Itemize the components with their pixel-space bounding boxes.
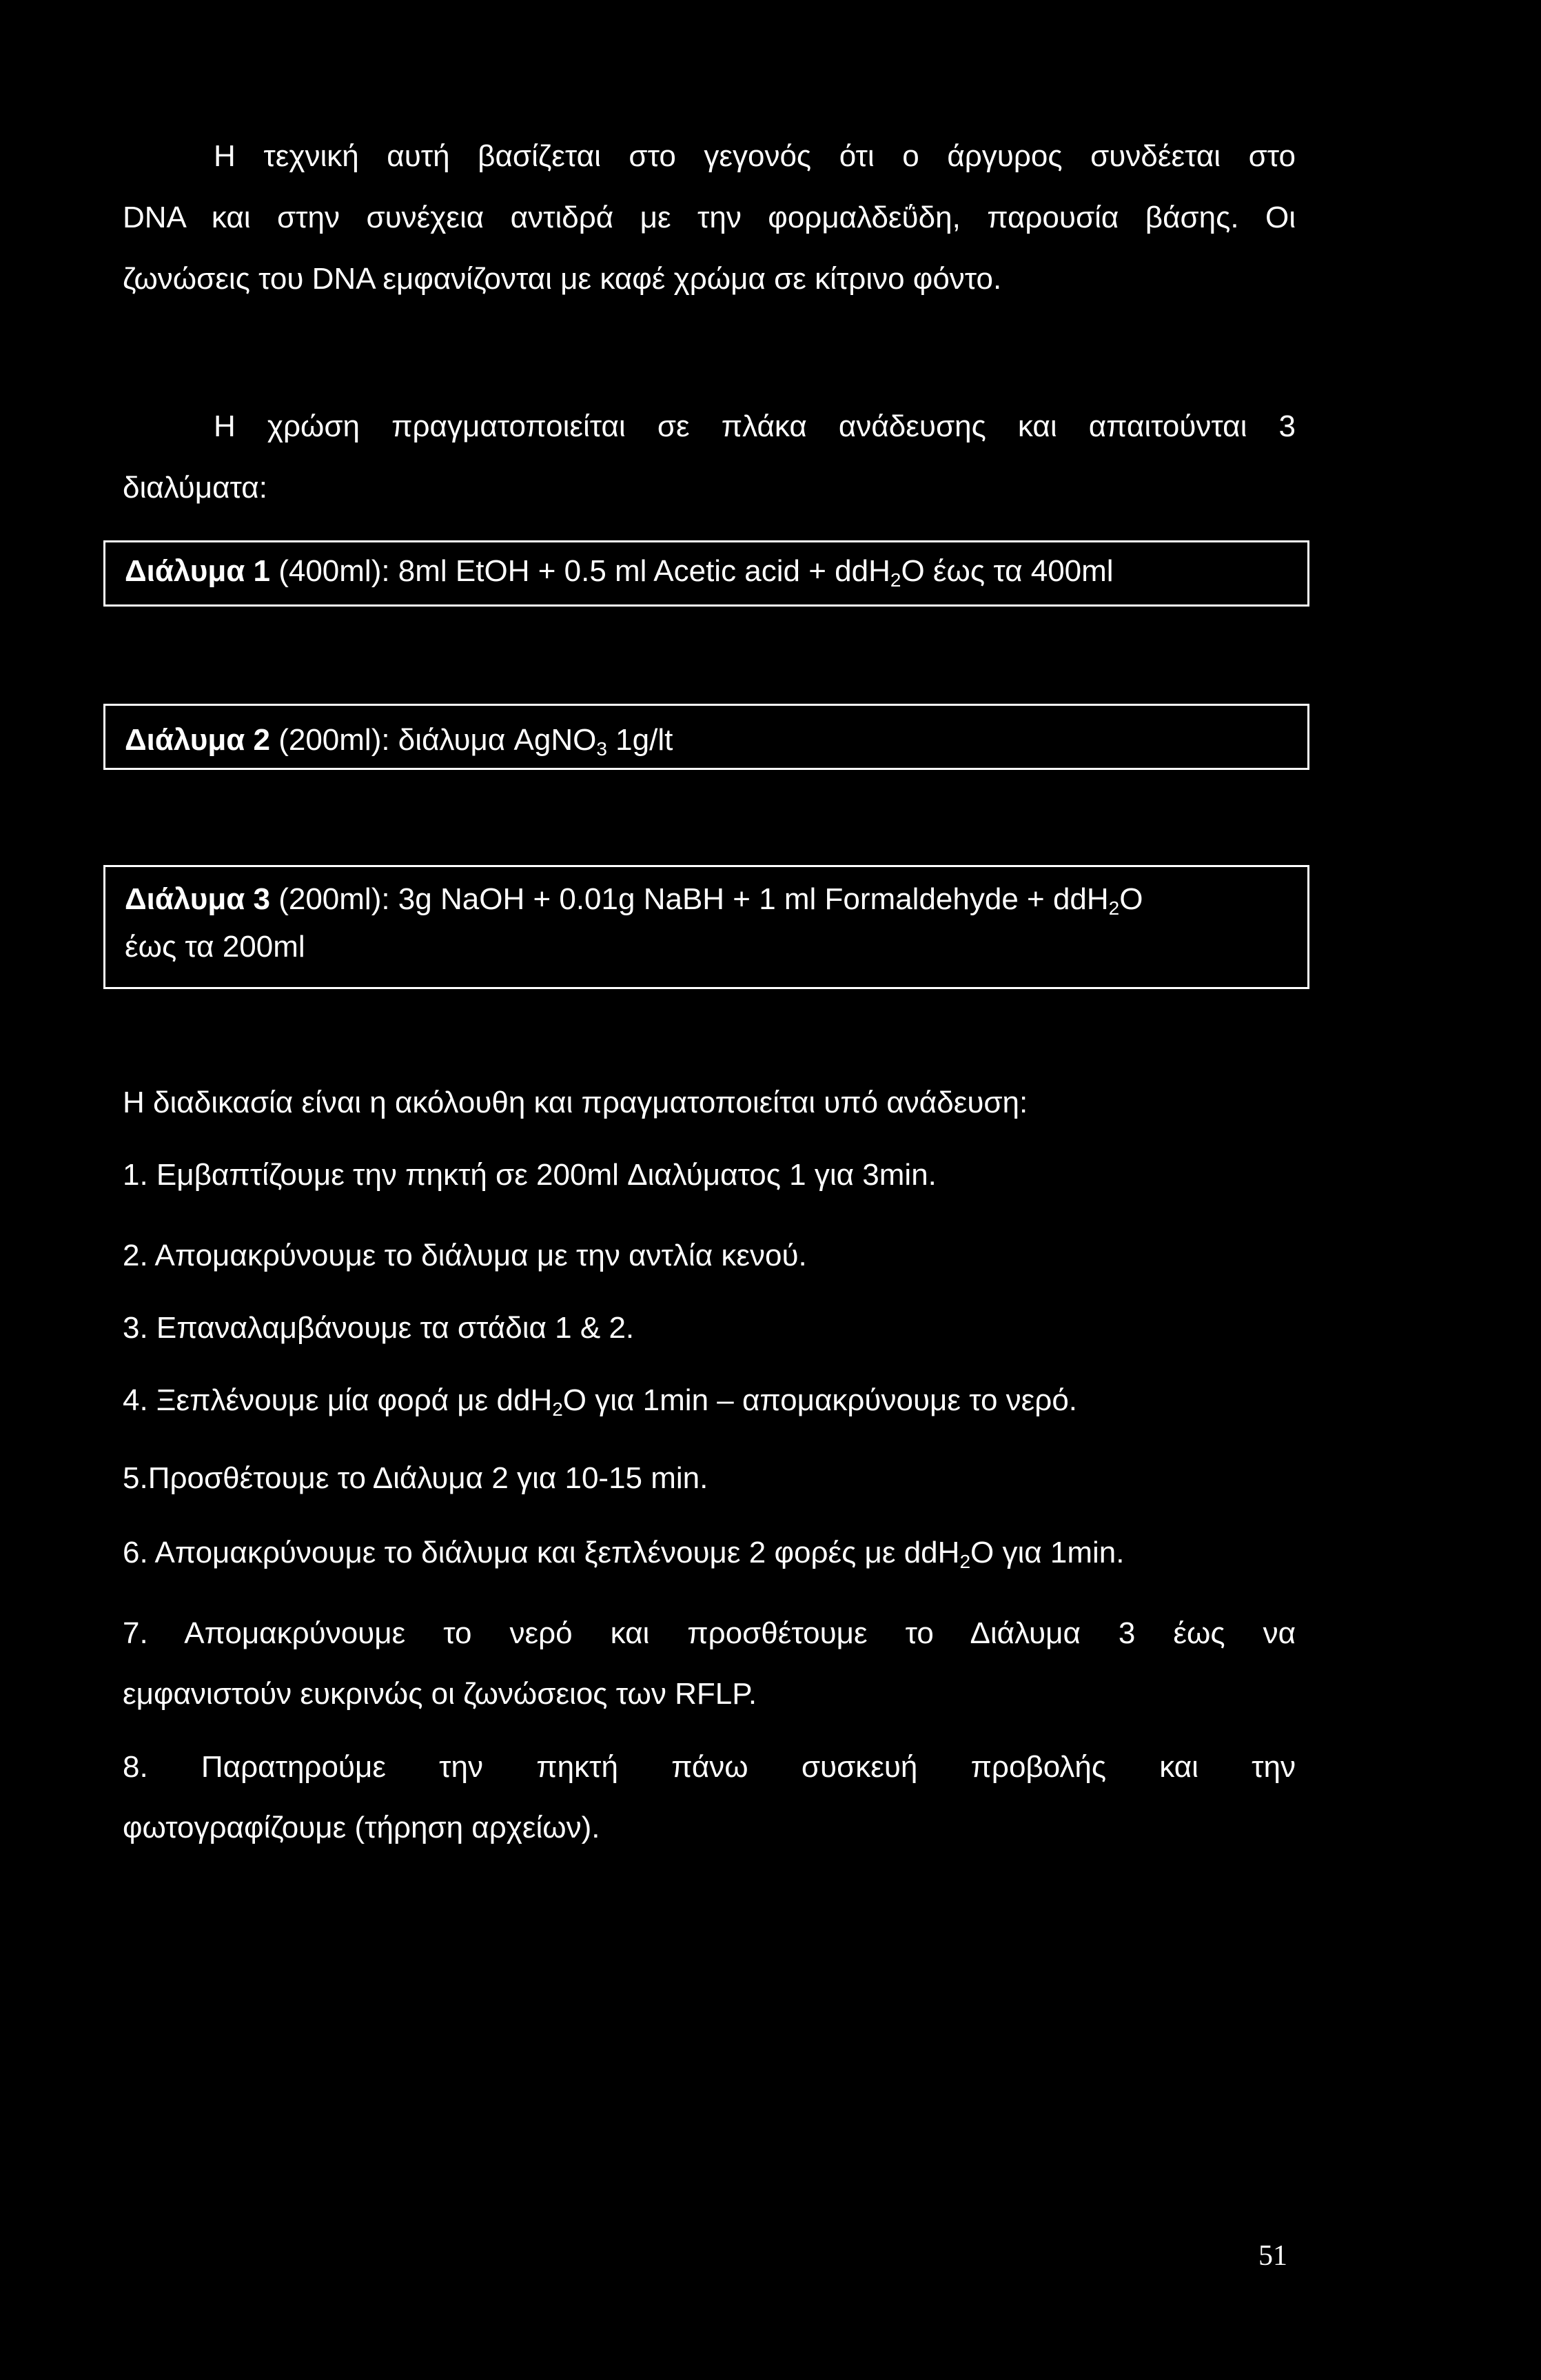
solution-2-box (103, 704, 1309, 770)
procedure-step-6-b: O για 1min. (970, 1536, 1125, 1569)
intro-line-1: Η τεχνική αυτή βασίζεται στο γεγονός ότι ο άργυρος συνδέεται στο (214, 139, 1296, 173)
solution-1-sub: 2 (890, 569, 901, 591)
solution-1-text-b: O έως τα 400ml (901, 554, 1114, 588)
solution-2-sub: 3 (596, 738, 607, 760)
solution-3-text-a: (200ml): 3g NaOH + 0.01g NaBH + 1 ml Formaldehyde + ddH (269, 882, 1109, 916)
procedure-heading: Η διαδικασία είναι η ακόλουθη και πραγματοποιείται υπό ανάδευση: (123, 1086, 1028, 1119)
procedure-step-4-sub: 2 (552, 1398, 563, 1420)
solution-3-label: Διάλυμα 3 (125, 882, 270, 916)
procedure-step-3: 3. Επαναλαμβάνουμε τα στάδια 1 & 2. (123, 1311, 635, 1345)
procedure-step-7-line-1: 7. Απομακρύνουμε το νερό και προσθέτουμε το Διάλυμα 3 έως να (123, 1616, 1296, 1650)
solution-3-text-b: O (1119, 882, 1143, 916)
procedure-step-6-sub: 2 (959, 1551, 971, 1572)
solution-3-box (103, 865, 1309, 989)
procedure-step-6-a: 6. Απομακρύνουμε το διάλυμα και ξεπλένουμε 2 φορές με ddH (123, 1536, 960, 1569)
intro-line-2: DNA και στην συνέχεια αντιδρά με την φορμαλδεΰδη, παρουσία βάσης. Οι (123, 201, 1296, 234)
procedure-step-7-line-2: εμφανιστούν ευκρινώς οι ζωνώσειος των RFLP. (123, 1677, 757, 1711)
staining-line-1: Η χρώση πραγματοποιείται σε πλάκα ανάδευσης και απαιτούνται 3 (214, 409, 1296, 443)
page-number: 51 (1258, 2240, 1287, 2272)
solution-1-box (103, 540, 1309, 607)
solution-2-label: Διάλυμα 2 (125, 723, 270, 757)
solution-2-text-a: (200ml): διάλυμα AgNO (269, 723, 597, 757)
procedure-step-1: 1. Εμβαπτίζουμε την πηκτή σε 200ml Διαλύματος 1 για 3min. (123, 1158, 937, 1192)
solution-1-label: Διάλυμα 1 (125, 554, 270, 588)
procedure-step-6 (123, 1536, 1125, 1572)
intro-line-3: ζωνώσεις του DNA εμφανίζονται με καφέ χρώμα σε κίτρινο φόντο. (123, 262, 1002, 296)
procedure-step-8-line-1: 8. Παρατηρούμε την πηκτή πάνω συσκευή προβολής και την (123, 1750, 1296, 1784)
staining-line-2: διαλύματα: (123, 471, 267, 505)
solution-2-text-b: 1g/lt (606, 723, 673, 757)
solution-2-text (125, 723, 673, 760)
solution-3-text (125, 882, 1143, 919)
procedure-step-8-line-2: φωτογραφίζουμε (τήρηση αρχείων). (123, 1811, 600, 1844)
procedure-step-4 (123, 1383, 1078, 1420)
solution-3-line-2: έως τα 200ml (125, 930, 305, 964)
solution-1-text-a: (400ml): 8ml EtOH + 0.5 ml Acetic acid + ddH (269, 554, 890, 588)
solution-3-sub: 2 (1108, 897, 1120, 919)
procedure-step-4-a: 4. Ξεπλένουμε μία φορά με ddH (123, 1383, 553, 1417)
solution-1-text (125, 554, 1114, 591)
procedure-step-4-b: O για 1min – απομακρύνουμε το νερό. (562, 1383, 1078, 1417)
procedure-step-2: 2. Απομακρύνουμε το διάλυμα με την αντλία κενού. (123, 1239, 807, 1272)
procedure-step-5: 5.Προσθέτουμε το Διάλυμα 2 για 10-15 min. (123, 1461, 708, 1495)
